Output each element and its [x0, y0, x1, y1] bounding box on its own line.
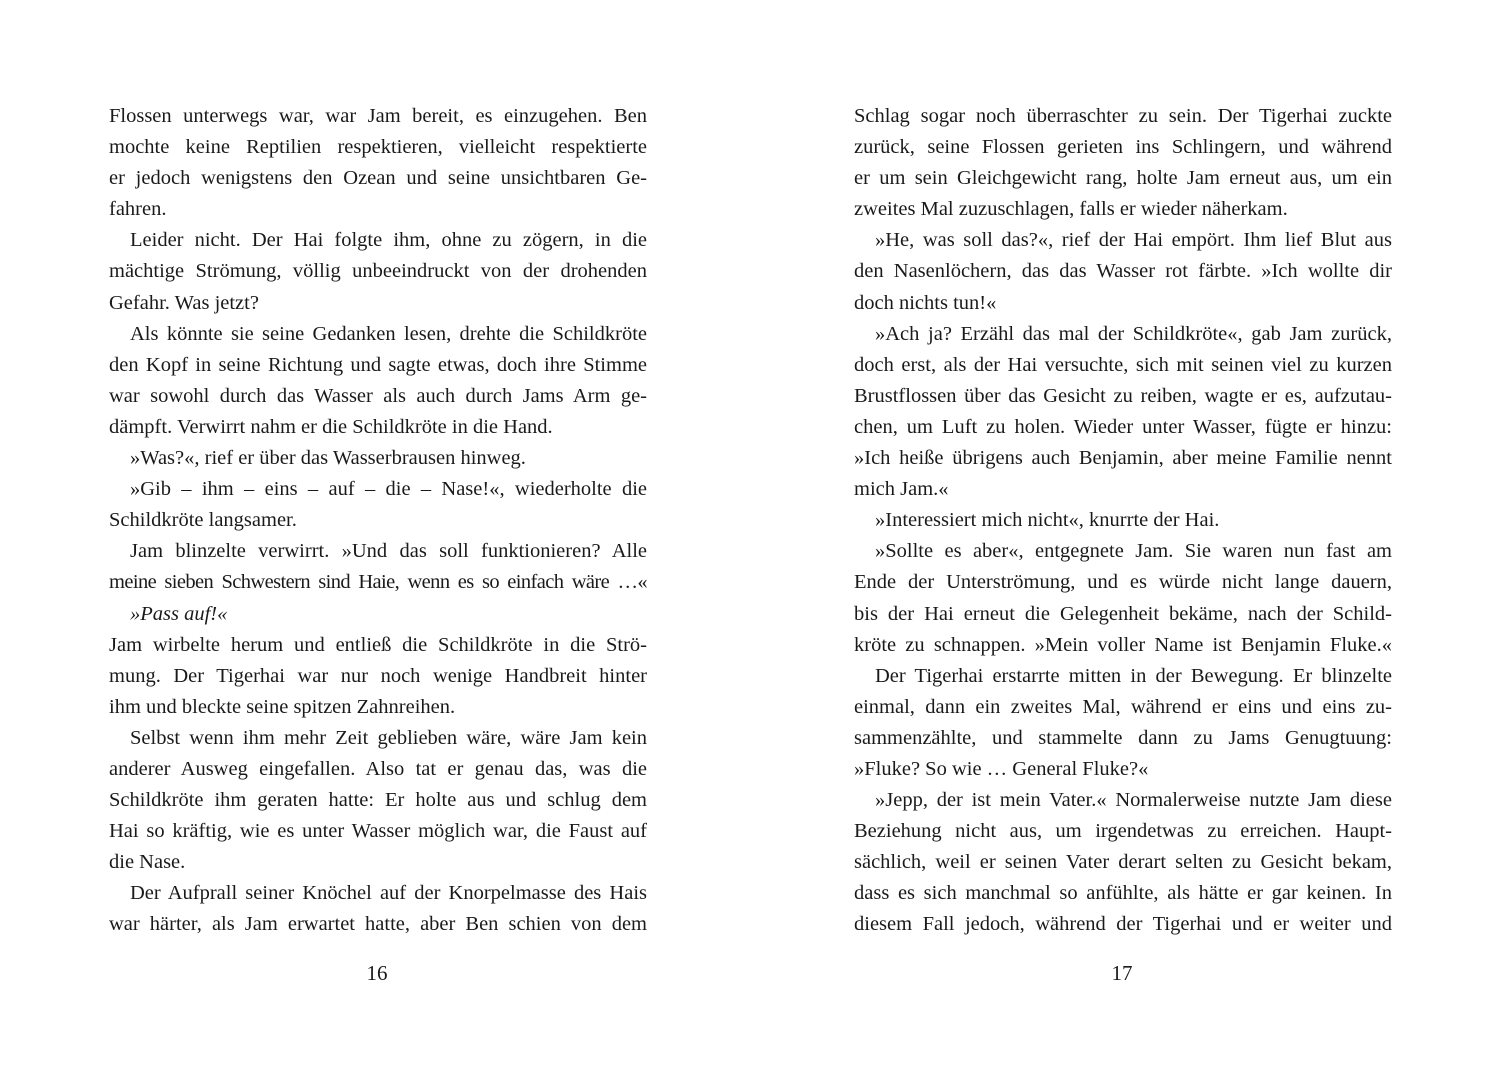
text-line: zweites Mal zuzuschlagen, falls er wieder näherkam.: [854, 198, 1288, 221]
text-line: »Ach ja? Erzähl das mal der Schildkröte«, gab Jam zurück,: [875, 322, 1392, 345]
text-line: Beziehung nicht aus, um irgendetwas zu erreichen. Haupt-: [854, 820, 1392, 843]
text-line: Selbst wenn ihm mehr Zeit geblieben wäre, wäre Jam kein: [130, 726, 647, 749]
text-line: bis der Hai erneut die Gelegenheit bekäme, nach der Schild-: [854, 602, 1392, 625]
text-line: Der Aufprall seiner Knöchel auf der Knorpelmasse des Hais: [130, 882, 647, 905]
text-line: »Pass auf!«: [130, 602, 228, 625]
text-line: »Fluke? So wie … General Fluke?«: [854, 757, 1149, 780]
text-line: Gefahr. Was jetzt?: [109, 291, 259, 314]
text-line: Der Tigerhai erstarrte mitten in der Bewegung. Er blinzelte: [875, 664, 1392, 687]
text-line: die Nase.: [109, 851, 186, 874]
text-line: mochte keine Reptilien respektieren, vielleicht respektierte: [109, 136, 647, 159]
left-page-text: [109, 101, 647, 941]
text-line: fahren.: [109, 198, 167, 221]
text-line: sächlich, weil er seinen Vater derart selten zu Gesicht bekam,: [854, 851, 1392, 874]
text-line: doch erst, als der Hai versuchte, sich mit seinen viel zu kurzen: [854, 353, 1392, 376]
text-line: war härter, als Jam erwartet hatte, aber Ben schien von dem: [109, 913, 647, 936]
text-line: ihm und bleckte seine spitzen Zahnreihen.: [109, 695, 456, 718]
text-line: dämpft. Verwirrt nahm er die Schildkröte in die Hand.: [109, 415, 553, 438]
text-line: Als könnte sie seine Gedanken lesen, drehte die Schildkröte: [130, 322, 647, 345]
text-line: »Sollte es aber«, entgegnete Jam. Sie waren nun fast am: [875, 540, 1392, 563]
text-line: »Interessiert mich nicht«, knurrte der Hai.: [875, 509, 1220, 532]
right-page-text: [854, 101, 1392, 941]
text-line: Schlag sogar noch überraschter zu sein. Der Tigerhai zuckte: [854, 105, 1392, 127]
text-line: kröte zu schnappen. »Mein voller Name ist Benjamin Fluke.«: [854, 633, 1392, 656]
text-line: den Nasenlöchern, das das Wasser rot färbte. »Ich wollte dir: [854, 260, 1392, 283]
page-number-left: 16: [366, 961, 388, 985]
text-line: mächtige Strömung, völlig unbeeindruckt von der drohenden: [109, 260, 647, 283]
text-line: Ende der Unterströmung, und es würde nicht lange dauern,: [854, 571, 1392, 594]
text-line: »Gib – ihm – eins – auf – die – Nase!«, wiederholte die: [130, 478, 647, 501]
page-number-right: 17: [1111, 961, 1133, 985]
text-line: Schildkröte langsamer.: [109, 509, 297, 532]
text-line: »Jepp, der ist mein Vater.« Normalerweise nutzte Jam diese: [875, 789, 1392, 812]
text-line: Hai so kräftig, wie es unter Wasser möglich war, die Faust auf: [109, 820, 647, 843]
text-line: Jam blinzelte verwirrt. »Und das soll funktionieren? Alle: [130, 540, 647, 563]
text-line: Flossen unterwegs war, war Jam bereit, es einzugehen. Ben: [109, 105, 647, 127]
text-line: Leider nicht. Der Hai folgte ihm, ohne zu zögern, in die: [130, 229, 647, 252]
text-line: Jam wirbelte herum und entließ die Schildkröte in die Strö-: [109, 633, 647, 656]
text-line: einmal, dann ein zweites Mal, während er eins und eins zu-: [854, 695, 1392, 718]
text-line: er jedoch wenigstens den Ozean und seine unsichtbaren Ge-: [109, 167, 647, 190]
text-line: mich Jam.«: [854, 478, 949, 501]
text-line: meine sieben Schwestern sind Haie, wenn es so einfach wäre …«: [109, 571, 647, 594]
text-line: doch nichts tun!«: [854, 291, 997, 314]
text-line: den Kopf in seine Richtung und sagte etwas, doch ihre Stimme: [109, 353, 647, 376]
text-line: sammenzählte, und stammelte dann zu Jams Genugtuung:: [854, 726, 1392, 749]
text-line: dass es sich manchmal so anfühlte, als hätte er gar keinen. In: [854, 882, 1392, 905]
text-line: »Ich heiße übrigens auch Benjamin, aber meine Familie nennt: [854, 447, 1392, 470]
text-line: chen, um Luft zu holen. Wieder unter Wasser, fügte er hinzu:: [854, 415, 1392, 438]
text-line: mung. Der Tigerhai war nur noch wenige Handbreit hinter: [109, 664, 647, 687]
text-line: zurück, seine Flossen gerieten ins Schlingern, und während: [854, 136, 1392, 159]
text-line: anderer Ausweg eingefallen. Also tat er genau das, was die: [109, 757, 647, 780]
text-line: diesem Fall jedoch, während der Tigerhai und er weiter und: [854, 913, 1392, 936]
text-line: Brustflossen über das Gesicht zu reiben, wagte er es, aufzutau-: [854, 384, 1392, 407]
text-line: war sowohl durch das Wasser als auch durch Jams Arm ge-: [109, 384, 647, 407]
text-line: »Was?«, rief er über das Wasserbrausen hinweg.: [130, 447, 526, 470]
text-line: Schildkröte ihm geraten hatte: Er holte aus und schlug dem: [109, 789, 647, 812]
text-line: er um sein Gleichgewicht rang, holte Jam erneut aus, um ein: [854, 167, 1392, 190]
text-line: »He, was soll das?«, rief der Hai empört. Ihm lief Blut aus: [875, 229, 1392, 252]
